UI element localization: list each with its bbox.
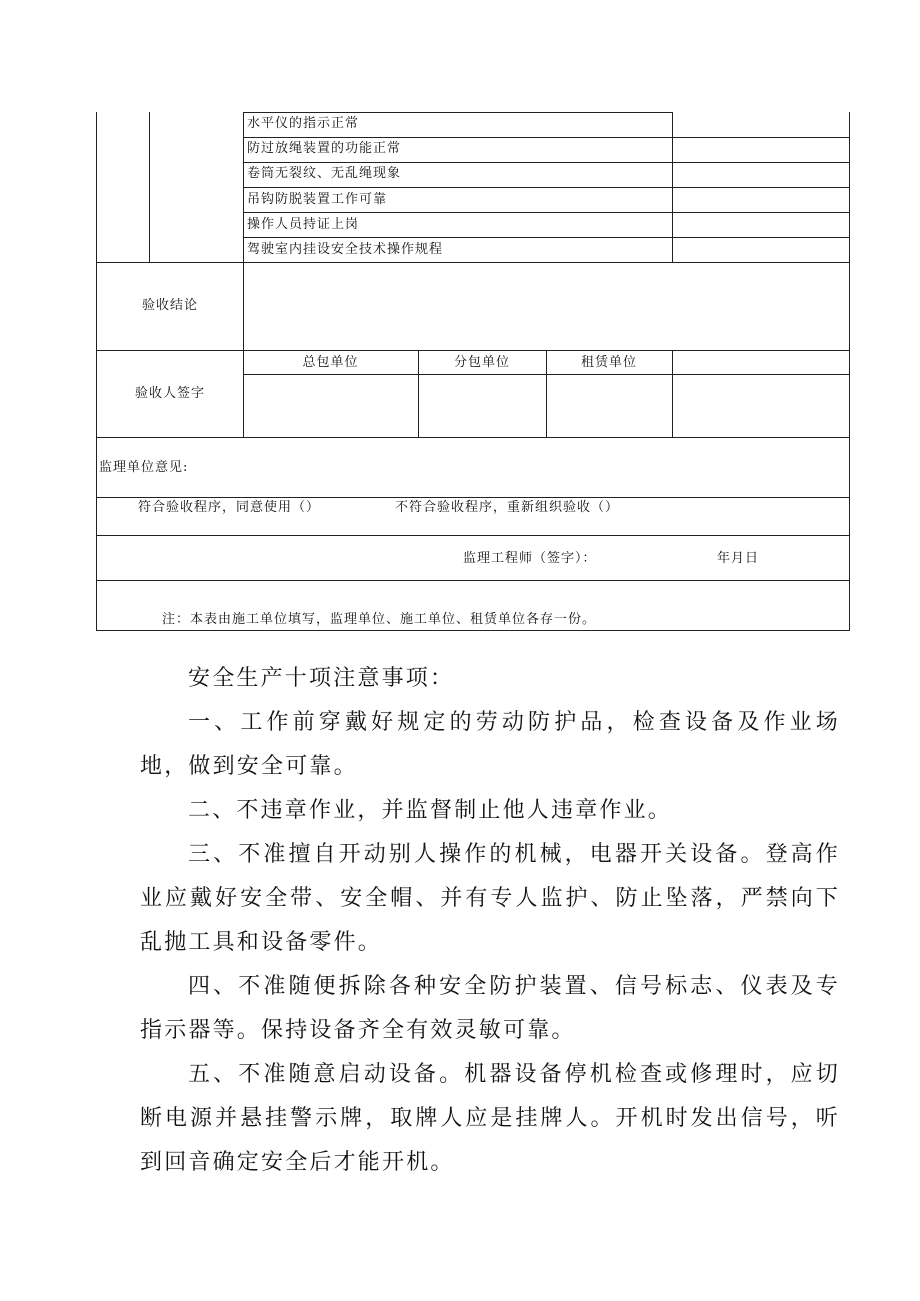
safety-item: 一、工作前穿戴好规定的劳动防护品，检查设备及作业场地，做到安全可靠。 [140,710,840,779]
table-rule [96,497,850,498]
table-rule [243,374,850,375]
safety-item: 四、不准随便拆除各种安全防护装置、信号标志、仪表及专指示器等。保持设备齐全有效灵敏可靠。 [140,974,840,1043]
table-border-left [96,112,97,631]
checklist-item: 驾驶室内挂设安全技术操作规程 [247,242,444,257]
signature-label: 验收人签字 [134,386,205,401]
date-label: 年月日 [717,551,760,566]
safety-item: 二、不违章作业，并监督制止他人违章作业。 [188,798,673,823]
checklist-item: 防过放绳装置的功能正常 [247,141,402,156]
option-reject: 不符合验收程序，重新组织验收（） [395,500,620,515]
table-rule [243,137,850,138]
table-divider [149,112,150,262]
checklist-item: 水平仪的指示正常 [247,116,360,131]
checklist-item: 吊钩防脱装置工作可靠 [247,192,388,207]
conclusion-label: 验收结论 [141,298,198,313]
column-subcontractor: 分包单位 [453,355,510,370]
table-rule [96,437,850,438]
table-rule [243,187,850,188]
checklist-item: 操作人员持证上岗 [247,217,360,232]
table-rule [96,535,850,536]
column-general-contractor: 总包单位 [302,355,359,370]
table-rule [243,212,850,213]
supervision-opinion-label: 监理单位意见: [99,460,189,475]
table-rule [96,580,850,581]
table-rule [243,162,850,163]
checklist-item: 卷筒无裂纹、无乱绳现象 [247,166,402,181]
table-rule [243,112,673,113]
table-border-right [849,112,850,631]
table-rule [96,350,850,351]
column-leasing-unit: 租赁单位 [580,355,637,370]
table-note: 注：本表由施工单位填写，监理单位、施工单位、租赁单位各存一份。 [162,612,597,627]
safety-title: 安全生产十项注意事项： [188,666,455,691]
option-agree: 符合验收程序，同意使用（） [138,500,321,515]
safety-item: 三、不准擅自开动别人操作的机械，电器开关设备。登高作业应戴好安全带、安全帽、并有专人监护、防止坠落，严禁向下乱抛工具和设备零件。 [140,842,840,955]
table-divider [672,350,673,437]
table-rule [243,237,850,238]
safety-item: 五、不准随意启动设备。机器设备停机检查或修理时，应切断电源并悬挂警示牌，取牌人应是挂牌人。开机时发出信号，听到回音确定安全后才能开机。 [140,1062,840,1175]
table-rule [96,262,850,263]
table-rule [96,630,850,631]
engineer-signature-label: 监理工程师（签字）： [463,551,597,566]
